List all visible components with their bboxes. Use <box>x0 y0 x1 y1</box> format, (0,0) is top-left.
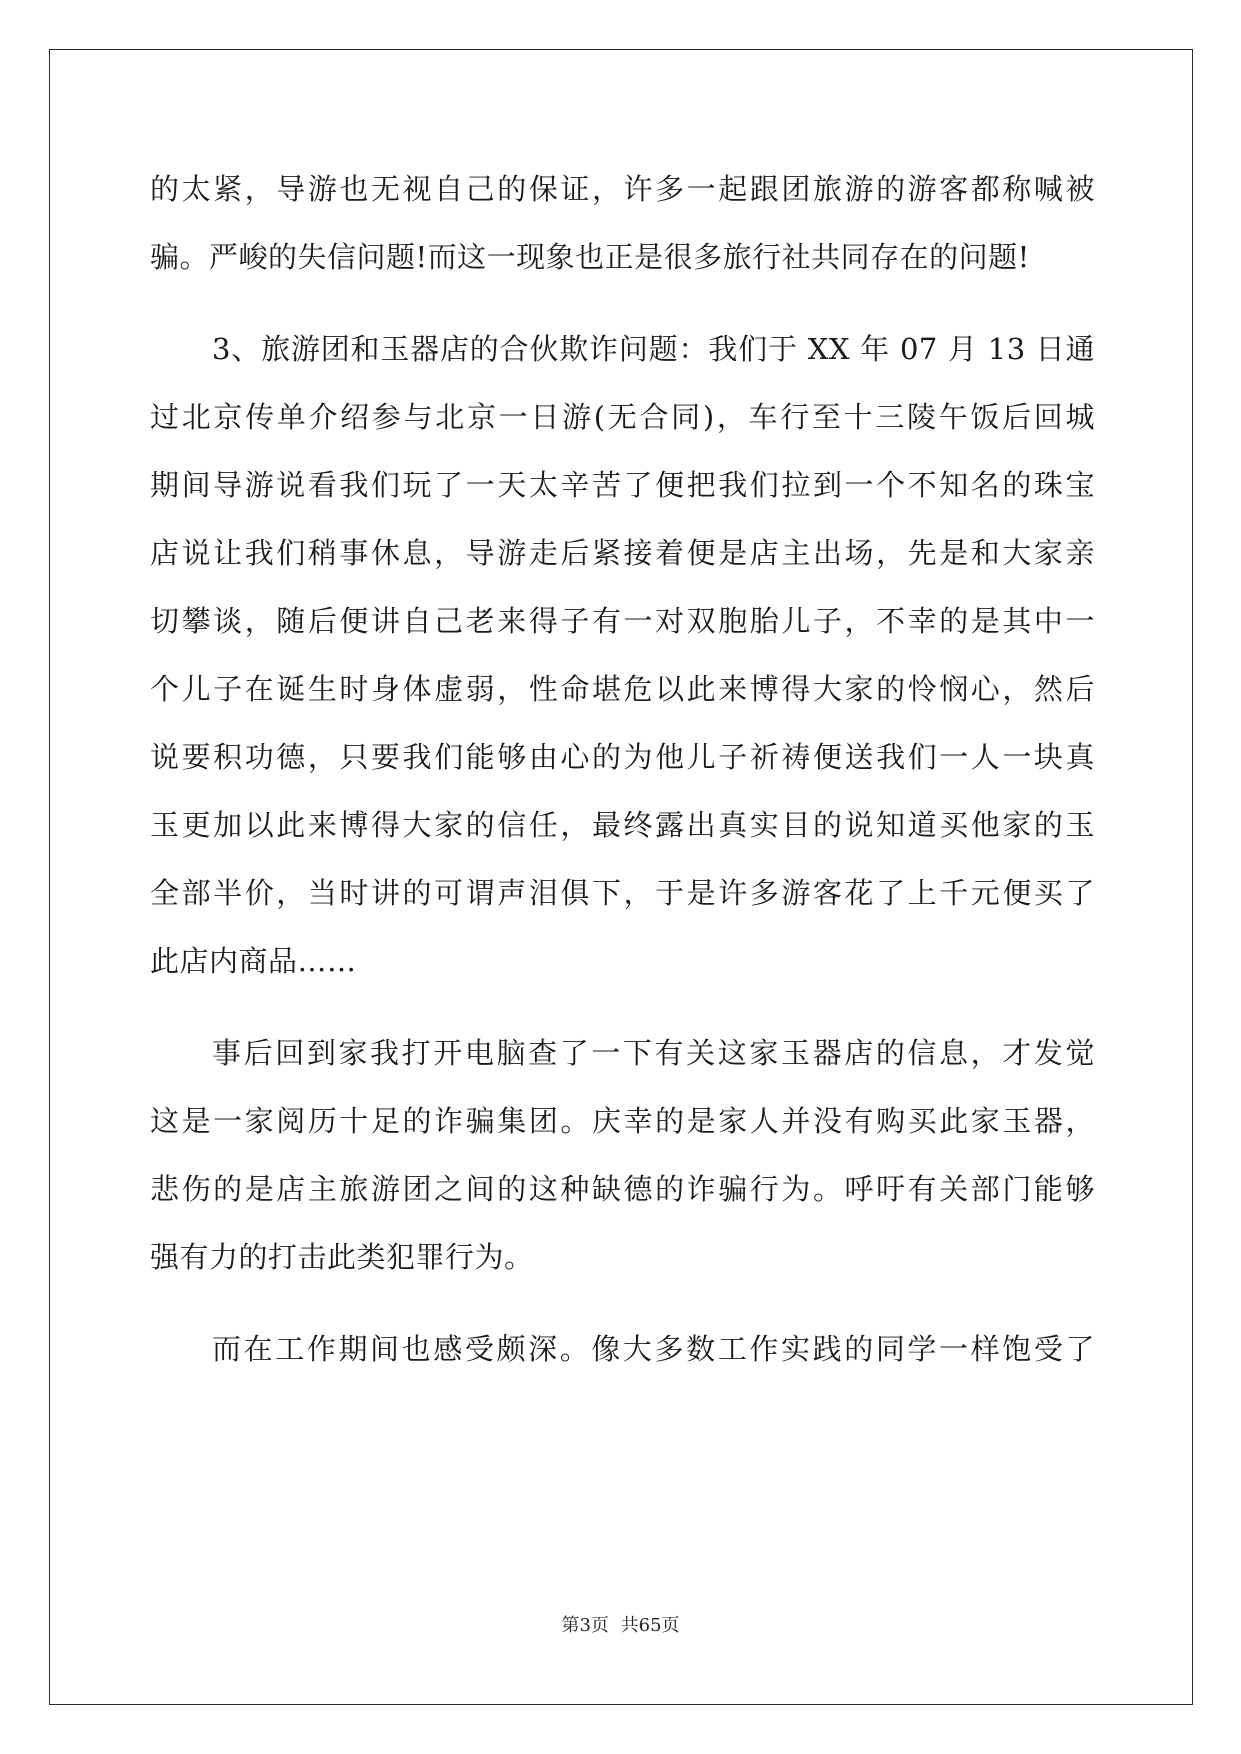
text-line: 骗。严峻的失信问题!而这一现象也正是很多旅行社共同存在的问题! <box>150 240 1030 274</box>
text-line: 全部半价，当时讲的可谓声泪俱下，于是许多游客花了上千元便买了 <box>150 876 1095 910</box>
text-line: 悲伤的是店主旅游团之间的这种缺德的诈骗行为。呼吁有关部门能够 <box>150 1172 1095 1206</box>
paragraph <box>150 1019 1095 1291</box>
text-line: 3、旅游团和玉器店的合伙欺诈问题：我们于 XX 年 07 月 13 日通 <box>212 332 1095 366</box>
text-line: 过北京传单介绍参与北京一日游(无合同)，车行至十三陵午饭后回城 <box>150 400 1095 434</box>
text-line: 的太紧，导游也无视自己的保证，许多一起跟团旅游的游客都称喊被 <box>150 172 1095 206</box>
text-line: 事后回到家我打开电脑查了一下有关这家玉器店的信息，才发觉 <box>212 1036 1095 1070</box>
text-line: 个儿子在诞生时身体虚弱，性命堪危以此来博得大家的怜悯心，然后 <box>150 672 1095 706</box>
paragraph <box>150 315 1095 995</box>
document-body <box>150 155 1095 1383</box>
page-number: 第3页 <box>561 1615 609 1636</box>
page-footer <box>0 1611 1241 1637</box>
text-line: 而在工作期间也感受颇深。像大多数工作实践的同学一样饱受了 <box>212 1332 1095 1366</box>
paragraph <box>150 1315 1095 1383</box>
text-line: 这是一家阅历十足的诈骗集团。庆幸的是家人并没有购买此家玉器， <box>150 1104 1095 1138</box>
page-total: 共65页 <box>620 1615 680 1636</box>
text-line: 强有力的打击此类犯罪行为。 <box>150 1240 534 1274</box>
text-line: 说要积功德，只要我们能够由心的为他儿子祈祷便送我们一人一块真 <box>150 740 1095 774</box>
text-line: 玉更加以此来博得大家的信任，最终露出真实目的说知道买他家的玉 <box>150 808 1095 842</box>
text-line: 此店内商品…… <box>150 944 357 978</box>
text-line: 期间导游说看我们玩了一天太辛苦了便把我们拉到一个不知名的珠宝 <box>150 468 1095 502</box>
paragraph <box>150 155 1095 291</box>
text-line: 店说让我们稍事休息，导游走后紧接着便是店主出场，先是和大家亲 <box>150 536 1095 570</box>
text-line: 切攀谈，随后便讲自己老来得子有一对双胞胎儿子，不幸的是其中一 <box>150 604 1095 638</box>
